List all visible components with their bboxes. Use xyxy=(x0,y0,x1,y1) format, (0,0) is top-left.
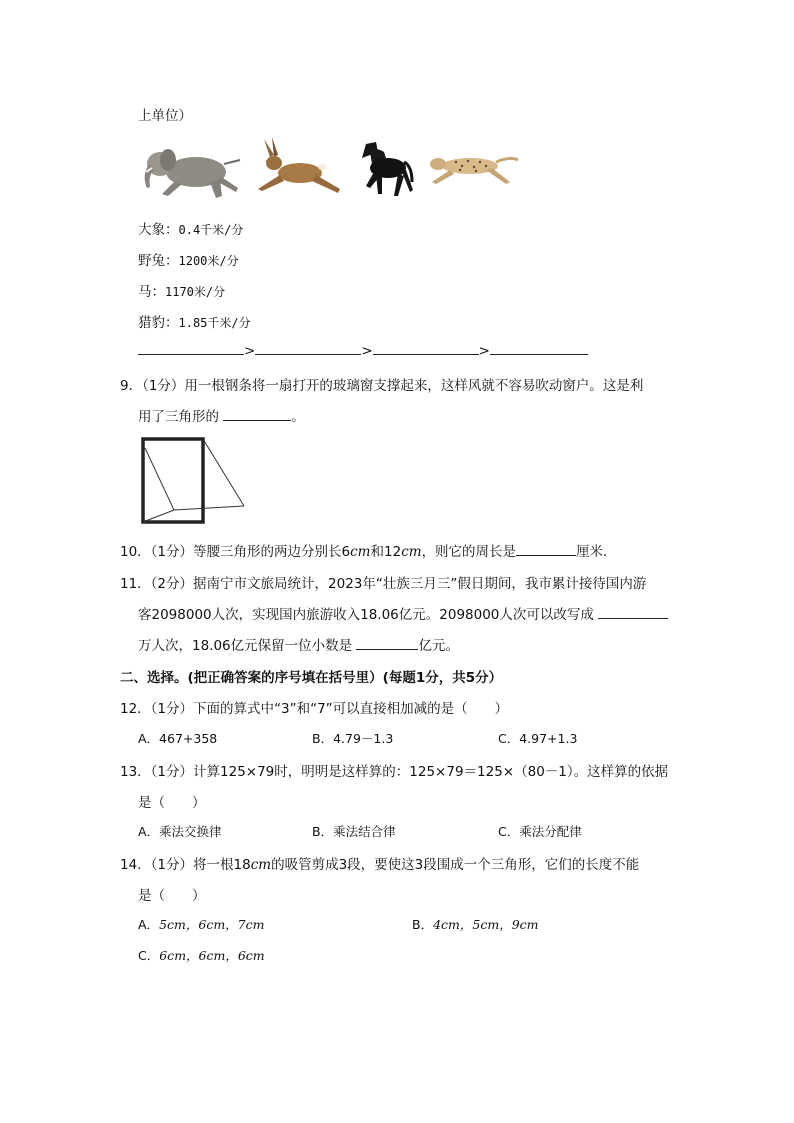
greater-than-sign: > xyxy=(361,343,373,359)
cheetah-image xyxy=(426,148,520,188)
animal-speed: 1.85千米/分 xyxy=(178,316,251,330)
option-letter: A． xyxy=(138,917,160,932)
greater-than-sign: > xyxy=(244,343,256,359)
q14-stem-line2: 是（ ） xyxy=(138,888,206,904)
window-support-diagram xyxy=(140,436,246,526)
q9-answer-blank[interactable] xyxy=(223,406,291,421)
hare-image xyxy=(250,135,342,197)
answer-blank-4[interactable] xyxy=(490,340,588,355)
answer-blank-2[interactable] xyxy=(255,340,361,355)
q10-text: ，则它的周长是 xyxy=(421,544,517,560)
horse-image xyxy=(354,138,414,200)
speed-line-horse xyxy=(138,280,225,300)
option-text: 4cm，5cm，9cm xyxy=(433,917,539,932)
q10-answer-blank[interactable] xyxy=(516,541,576,556)
q14-stem-line1 xyxy=(120,853,639,873)
greater-than-sign: > xyxy=(478,343,490,359)
q11-text: 客2098000人次，实现国内旅游收入18.06亿元。2098000人次可以改写成 xyxy=(138,607,594,623)
colon: ： xyxy=(165,253,179,269)
animal-label: 野兔 xyxy=(138,253,165,269)
q14-text: 的吸管剪成3段，要使这3段围成一个三角形，它们的长度不能 xyxy=(271,857,640,873)
q9-stem-line2 xyxy=(138,405,305,425)
q10-stem xyxy=(120,540,607,560)
q13-option-a[interactable]: A．乘法交换律 xyxy=(138,824,222,839)
animal-speed: 1200米/分 xyxy=(178,254,239,268)
colon: ： xyxy=(165,222,179,238)
q9-stem-line1: 9．（1分）用一根钢条将一扇打开的玻璃窗支撑起来，这样风就不容易吹动窗户。这是利 xyxy=(120,378,644,394)
q8-continued-text: 上单位） xyxy=(138,108,192,124)
q11-text: 亿元。 xyxy=(418,638,459,654)
q13-stem-line1: 13．（1分）计算125×79时，明明是这样算的：125×79＝125×（80－1）。这样算的依据 xyxy=(120,764,669,780)
speed-line-cheetah xyxy=(138,311,251,331)
q10-unit: cm xyxy=(350,544,371,560)
speed-line-elephant xyxy=(138,218,243,238)
q10-number: 6 xyxy=(341,544,351,560)
q13-option-b[interactable]: B．乘法结合律 xyxy=(312,824,396,839)
section-2-heading: 二、选择。(把正确答案的序号填在括号里）(每题1分，共5分） xyxy=(120,670,503,686)
q10-unit: cm xyxy=(401,544,422,560)
animal-speed: 1170米/分 xyxy=(165,285,226,299)
ordering-answer-row xyxy=(138,340,588,359)
answer-blank-1[interactable] xyxy=(138,340,244,355)
q12-option-b[interactable]: B．4.79－1.3 xyxy=(312,731,394,746)
answer-blank-3[interactable] xyxy=(373,340,479,355)
q11-answer-blank-1[interactable] xyxy=(598,604,668,619)
speed-line-hare xyxy=(138,249,239,269)
q14-option-c[interactable] xyxy=(138,946,265,964)
q9-period: 。 xyxy=(291,409,305,425)
q10-number: 12 xyxy=(384,544,402,560)
q11-answer-blank-2[interactable] xyxy=(356,635,418,650)
colon: ： xyxy=(165,315,179,331)
q11-text: 万人次，18.06亿元保留一位小数是 xyxy=(138,638,353,654)
q12-stem: 12．（1分）下面的算式中“3”和“7”可以直接相加减的是（ ） xyxy=(120,701,509,717)
q9-text: 用了三角形的 xyxy=(138,409,219,425)
q14-option-b[interactable] xyxy=(412,915,539,933)
q11-stem-line1: 11．（2分）据南宁市文旅局统计，2023年“壮族三月三”假日期间，我市累计接待国内游 xyxy=(120,576,647,592)
option-letter: C． xyxy=(138,948,160,963)
animal-label: 猎豹 xyxy=(138,315,165,331)
q10-text: 和 xyxy=(370,544,384,560)
q12-option-c[interactable]: C．4.97+1.3 xyxy=(498,731,578,746)
q10-text: 10．（1分）等腰三角形的两边分别长 xyxy=(120,544,342,560)
colon: ： xyxy=(151,284,165,300)
q14-unit: cm xyxy=(250,857,272,873)
q11-stem-line3 xyxy=(138,634,459,654)
q14-option-a[interactable] xyxy=(138,915,264,933)
q13-option-c[interactable]: C．乘法分配律 xyxy=(498,824,582,839)
option-text: 6cm，6cm，6cm xyxy=(159,948,265,963)
animal-label: 马 xyxy=(138,284,152,300)
q13-stem-line2: 是（ ） xyxy=(138,795,206,811)
elephant-image xyxy=(140,142,242,200)
q12-option-a[interactable]: A．467+358 xyxy=(138,731,218,746)
q10-text: 厘米. xyxy=(576,544,608,560)
option-letter: B． xyxy=(412,917,434,932)
animal-speed: 0.4千米/分 xyxy=(178,223,244,237)
animal-label: 大象 xyxy=(138,222,165,238)
option-text: 5cm，6cm，7cm xyxy=(159,917,265,932)
q14-text: 14．（1分）将一根18 xyxy=(120,857,251,873)
q11-stem-line2 xyxy=(138,603,668,623)
